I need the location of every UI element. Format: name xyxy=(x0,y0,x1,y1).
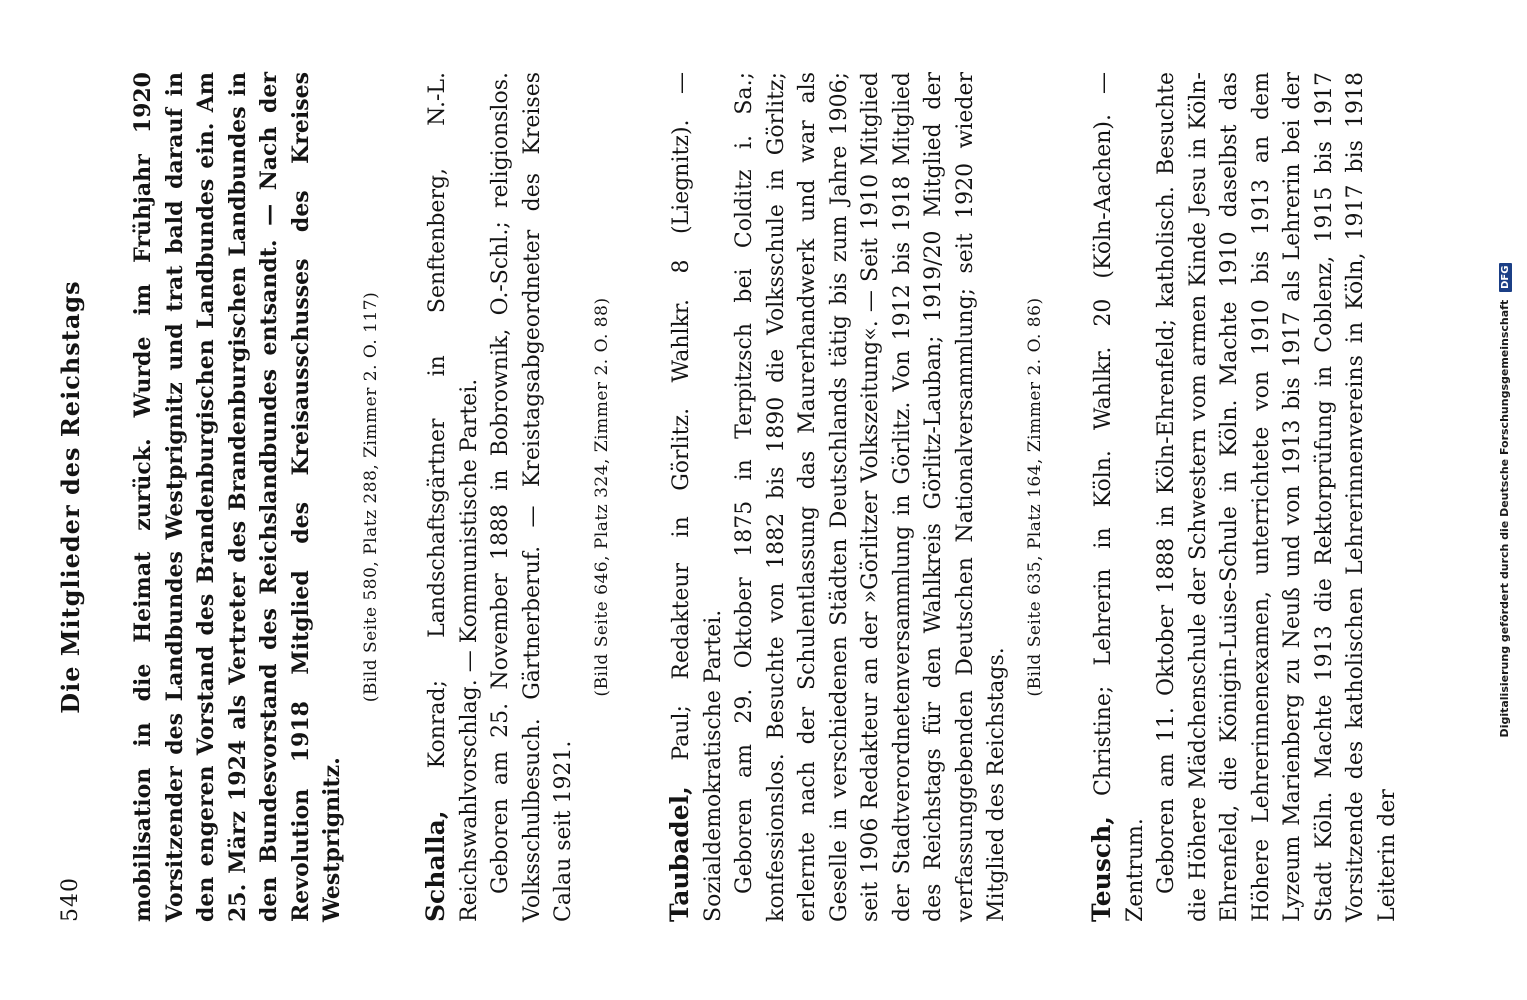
entry-body: Geboren am 25. November 1888 in Bobrownik, O.-Schl.; religionslos. Volksschulbesuch. Gärtnerberuf. — Kreistagsabgeordneter des Kreises Calau seit 1921. xyxy=(488,72,576,922)
credit-text: Digitalisierung gefördert durch die Deutsche Forschungsgemeinschaft xyxy=(1498,299,1511,738)
running-title: Die Mitglieder des Reichstags xyxy=(56,280,85,714)
entry-taubadel xyxy=(664,72,1045,922)
entry-teusch xyxy=(1086,72,1403,922)
member-intro: Paul; Redakteur in Görlitz. Wahlkr. 8 (Liegnitz). — Sozialdemokratische Partei. xyxy=(669,71,726,922)
page-header xyxy=(52,72,96,922)
picture-reference: (Bild Seite 580, Platz 288, Zimmer 2. O. 117) xyxy=(360,291,381,703)
entry-body: mobilisation in die Heimat zurück. Wurde im Frühjahr 1920 Vorsitzender des Landbundes Westprignitz und trat bald darauf in den engeren Vorstand des Brandenburgischen Landbundes ein. Am 25. März 1924 als Vertreter des Brandenburgischen Landbundes in den Bundesvorstand des Reichslandbundes entsandt. — Nach der Revolution 1918 Mitglied des Kreisausschusses des Kreises Westprignitz. xyxy=(130,72,345,922)
entry-continuation xyxy=(128,72,381,922)
digitization-credit xyxy=(1498,0,1512,1000)
page-number: 540 xyxy=(58,877,83,922)
entry-schalla xyxy=(420,72,612,922)
picture-reference: (Bild Seite 635, Platz 164, Zimmer 2. O. 86) xyxy=(1024,297,1045,697)
picture-reference: (Bild Seite 646, Platz 324, Zimmer 2. O. 88) xyxy=(591,297,612,697)
dfg-logo: DFG xyxy=(1499,263,1512,292)
member-intro: Konrad; Landschaftsgärtner in Senftenberg, N.-L. Reichswahlvorschlag. — Kommunistische Partei. xyxy=(425,72,482,922)
entry-body: Geboren am 29. Oktober 1875 in Terpitzsch bei Colditz i. Sa.; konfessionslos. Besuchte von 1882 bis 1890 die Volksschule in Görlitz; erlernte nach der Schulentlassung das Maurerhandwerk und war als Geselle in verschiedenen Städten Deutschlands tätig bis zum Jahre 1906; seit 1906 Redakteur an der »Görlitzer Volkszeitung«. — Seit 1910 Mitglied der Stadtverordnetenversammlung in Görlitz. Von 1912 bis 1918 Mitglied des Reichstags für den Wahlkreis Görlitz-Lauban; 1919/20 Mitglied der verfassunggebenden Deutschen Nationalversammlung; seit 1920 wieder Mitglied des Reichstags. xyxy=(732,72,1009,922)
member-name: Schalla, xyxy=(421,810,450,922)
member-name: Teusch, xyxy=(1087,816,1116,922)
member-intro: Christine; Lehrerin in Köln. Wahlkr. 20 (Köln-Aachen). — Zentrum. xyxy=(1091,72,1148,922)
entry-body: Geboren am 11. Oktober 1888 in Köln-Ehrenfeld; katholisch. Besuchte die Höhere Mädchenschule der Schwestern vom armen Kinde Jesu in Köln-Ehrenfeld, die Königin-Luise-Schule in Köln. Machte 1910 daselbst das Höhere Lehrerinnenexamen, unterrichtete von 1910 bis 1913 an dem Lyzeum Marienberg zu Neuß und von 1913 bis 1917 als Lehrerin bei der Stadt Köln. Machte 1913 die Rektorprüfung in Coblenz, 1915 bis 1917 Vorsitzende des katholischen Lehrerinnenvereins in Köln, 1917 bis 1918 Leiterin der xyxy=(1154,72,1400,922)
member-name: Taubadel, xyxy=(665,786,694,922)
